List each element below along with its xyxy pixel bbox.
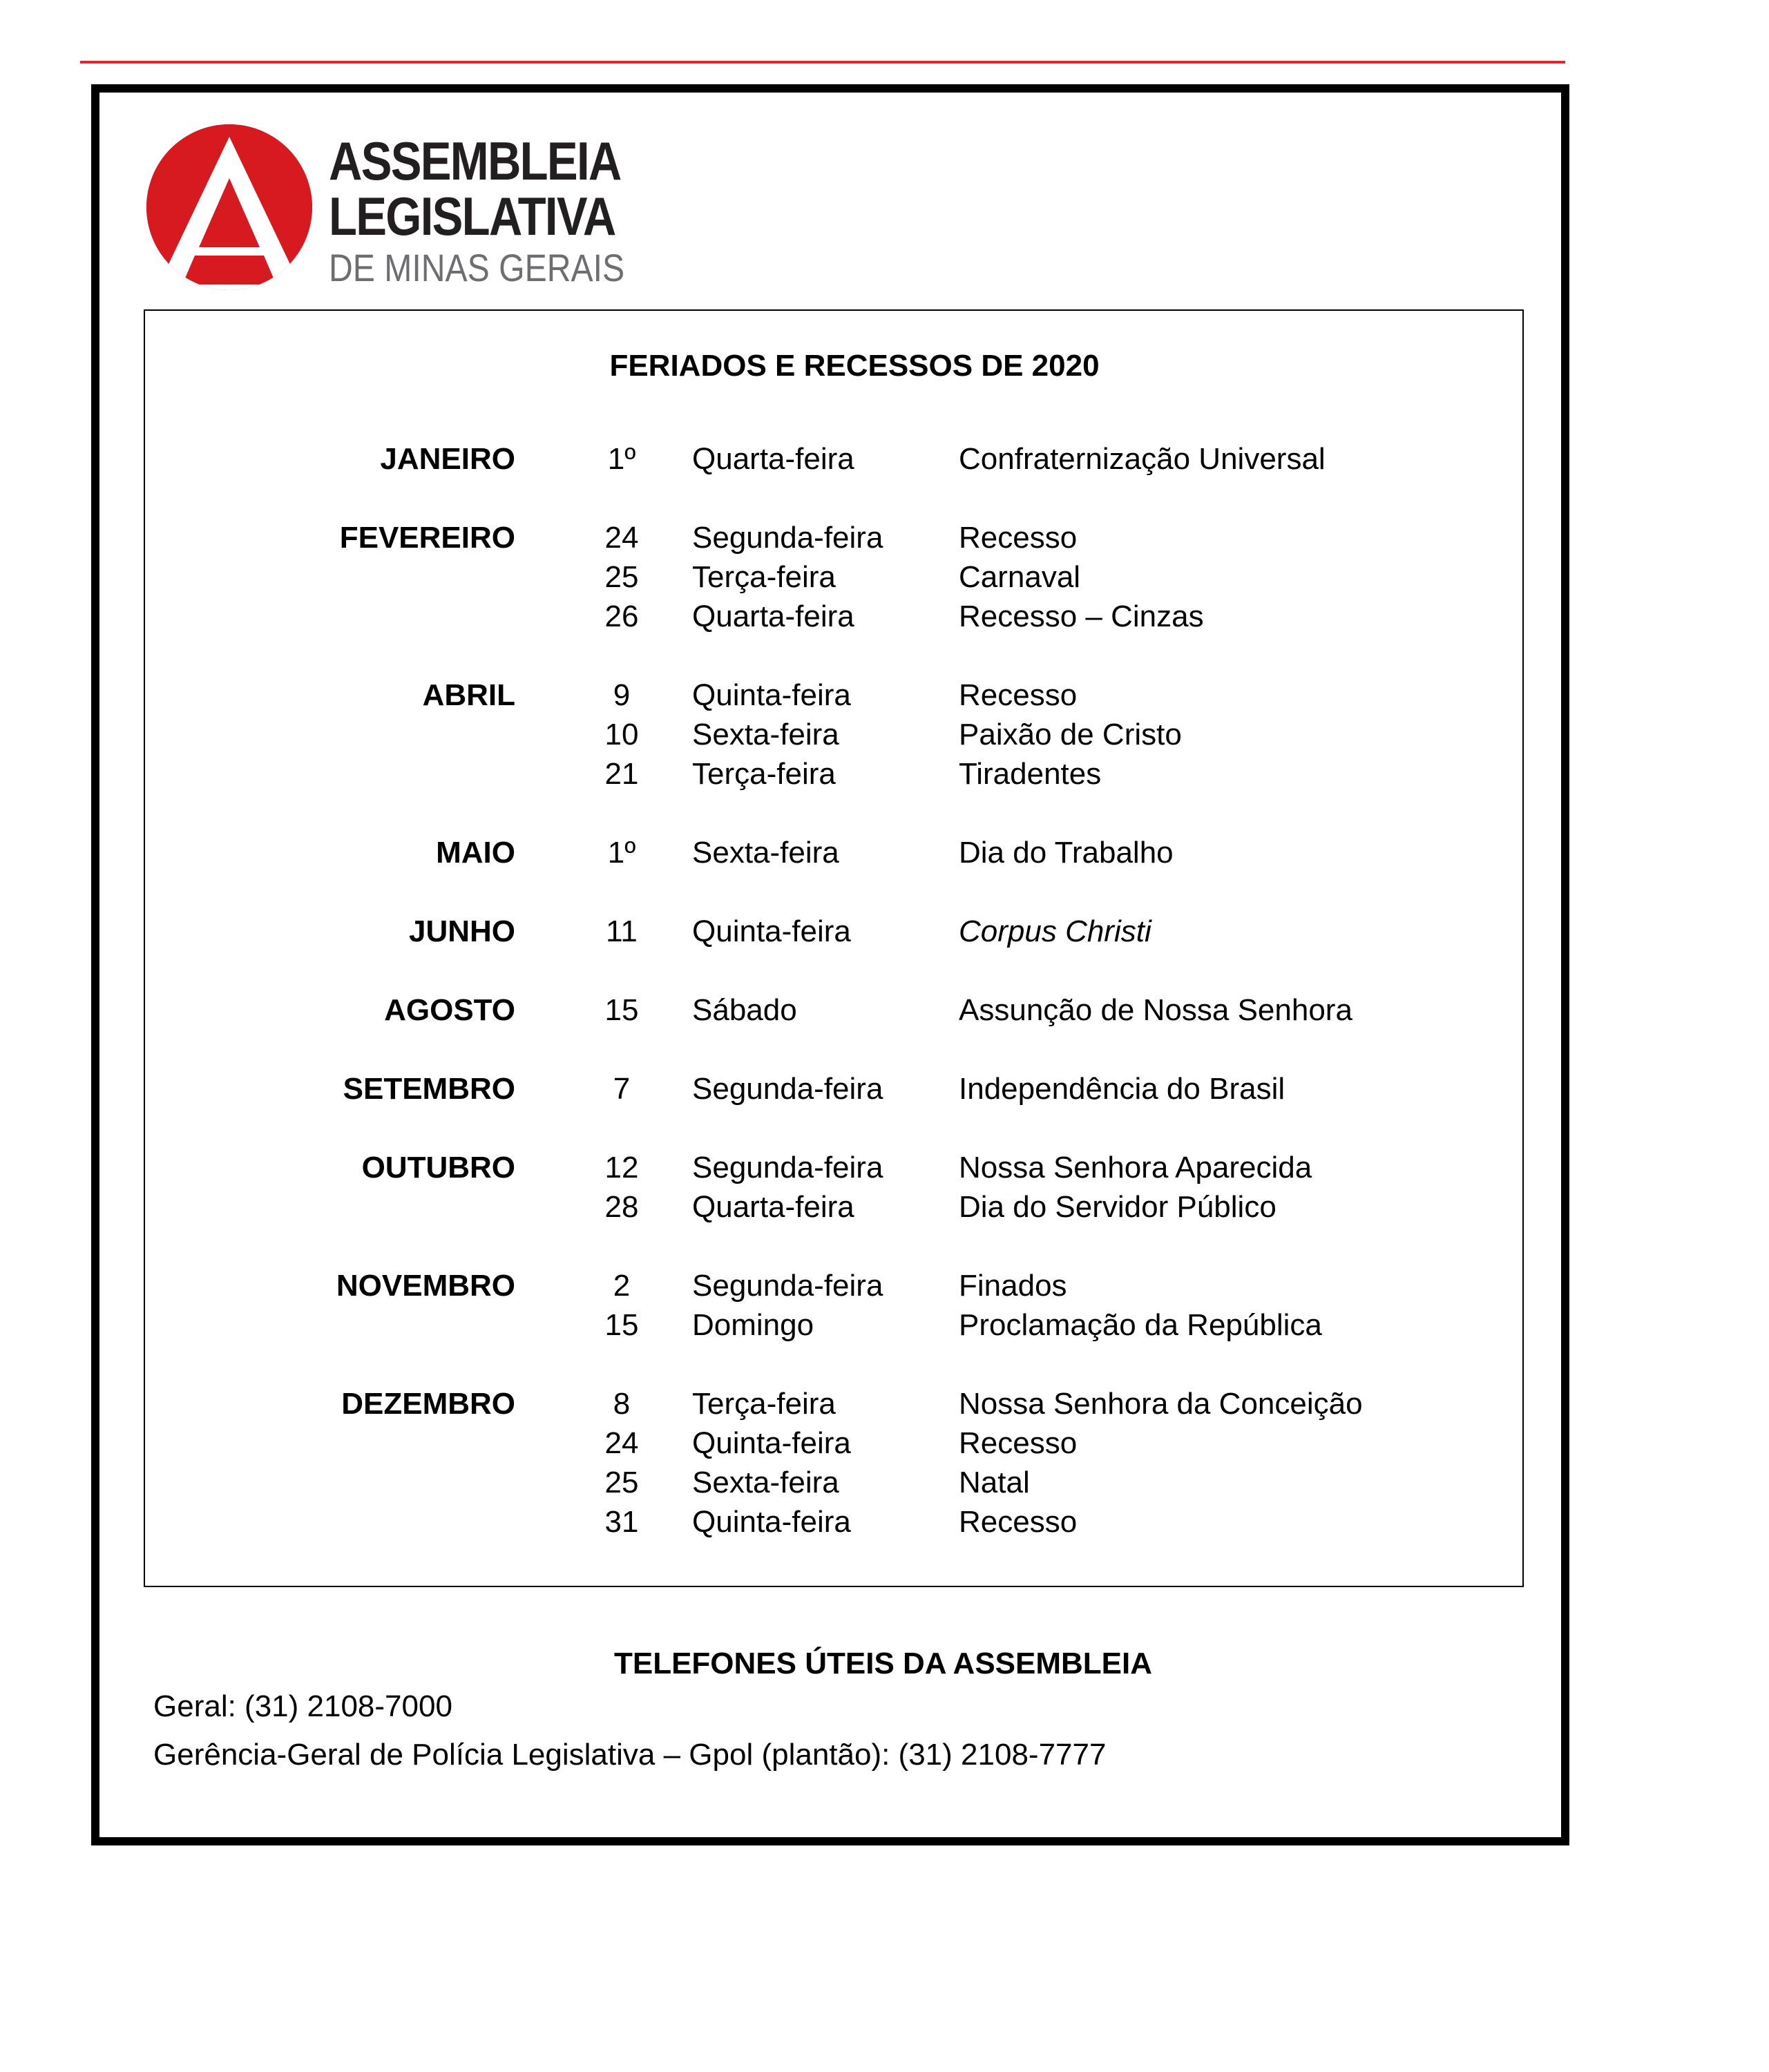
holiday-description: Tiradentes	[959, 757, 1102, 791]
logo-line-legislativa: LEGISLATIVA	[329, 186, 615, 247]
holiday-day: 1º	[607, 442, 636, 476]
holiday-weekday: Domingo	[692, 1308, 814, 1342]
holiday-description: Paixão de Cristo	[959, 718, 1182, 751]
holiday-description: Corpus Christi	[959, 914, 1151, 948]
holiday-row	[145, 560, 1522, 599]
holiday-weekday: Segunda-feira	[692, 1151, 883, 1184]
holiday-row	[145, 1190, 1522, 1229]
holiday-row	[145, 678, 1522, 718]
holiday-day: 10	[604, 718, 639, 751]
holiday-weekday: Sexta-feira	[692, 836, 839, 870]
holiday-description: Independência do Brasil	[959, 1072, 1285, 1106]
holiday-day: 25	[604, 1466, 639, 1499]
holiday-weekday: Terça-feira	[692, 560, 836, 594]
holidays-box	[144, 309, 1524, 1587]
holiday-day: 15	[604, 1308, 639, 1342]
holiday-day: 25	[604, 560, 639, 594]
holiday-day: 21	[604, 757, 639, 791]
holiday-weekday: Quarta-feira	[692, 1190, 854, 1224]
holiday-day: 11	[606, 914, 638, 948]
holiday-row	[145, 1505, 1522, 1544]
holiday-weekday: Sexta-feira	[692, 1466, 839, 1499]
holiday-row	[145, 914, 1522, 954]
holiday-weekday: Terça-feira	[692, 1387, 836, 1421]
holiday-month: ABRIL	[422, 678, 515, 712]
holiday-row	[145, 836, 1522, 875]
holiday-row	[145, 1387, 1522, 1426]
phones-title: TELEFONES ÚTEIS DA ASSEMBLEIA	[613, 1647, 1153, 1680]
holiday-day: 26	[604, 599, 639, 633]
holiday-description: Nossa Senhora da Conceição	[959, 1387, 1363, 1421]
holiday-description: Recesso	[959, 521, 1078, 555]
holiday-description: Finados	[959, 1269, 1067, 1303]
holiday-row	[145, 1151, 1522, 1190]
holiday-description: Recesso	[959, 1505, 1078, 1539]
holiday-weekday: Segunda-feira	[692, 521, 883, 555]
holiday-day: 31	[604, 1505, 639, 1539]
holiday-weekday: Quinta-feira	[692, 914, 851, 948]
holiday-row	[145, 1308, 1522, 1347]
holiday-description: Dia do Servidor Público	[959, 1190, 1276, 1224]
holiday-day: 15	[604, 993, 639, 1027]
holiday-row	[145, 1426, 1522, 1466]
holiday-month: JANEIRO	[380, 442, 515, 476]
holiday-description: Recesso	[959, 1426, 1078, 1460]
holiday-weekday: Quinta-feira	[692, 1505, 851, 1539]
holiday-weekday: Quarta-feira	[692, 442, 854, 476]
holiday-day: 2	[613, 1269, 631, 1303]
holiday-row	[145, 757, 1522, 796]
holiday-day: 9	[613, 678, 631, 712]
holiday-weekday: Quinta-feira	[692, 678, 851, 712]
holiday-weekday: Sexta-feira	[692, 718, 839, 751]
holidays-table	[145, 442, 1522, 1544]
holiday-description: Dia do Trabalho	[959, 836, 1174, 870]
holiday-weekday: Terça-feira	[692, 757, 836, 791]
holiday-weekday: Sábado	[692, 993, 797, 1027]
holiday-row	[145, 442, 1522, 481]
holiday-weekday: Segunda-feira	[692, 1269, 883, 1303]
holiday-month: JUNHO	[408, 914, 515, 948]
logo-line-assembleia: ASSEMBLEIA	[329, 131, 621, 191]
holiday-month: MAIO	[436, 836, 515, 870]
holiday-description: Proclamação da República	[959, 1308, 1322, 1342]
holiday-description: Recesso – Cinzas	[959, 599, 1204, 633]
holiday-row	[145, 1269, 1522, 1308]
holiday-row	[145, 599, 1522, 639]
holiday-description: Recesso	[959, 678, 1078, 712]
holiday-day: 24	[604, 1426, 639, 1460]
holiday-weekday: Quinta-feira	[692, 1426, 851, 1460]
holiday-day: 12	[604, 1151, 639, 1184]
logo-wordmark	[329, 131, 673, 289]
holiday-row	[145, 718, 1522, 757]
holiday-row	[145, 993, 1522, 1033]
holiday-month: SETEMBRO	[343, 1072, 515, 1106]
holiday-description: Carnaval	[959, 560, 1081, 594]
holiday-month: FEVEREIRO	[339, 521, 515, 555]
holiday-month: DEZEMBRO	[341, 1387, 515, 1421]
logo-line-minas-gerais: DE MINAS GERAIS	[329, 246, 625, 289]
holiday-day: 1º	[607, 836, 636, 870]
top-red-rule	[80, 61, 1565, 64]
holiday-row	[145, 1466, 1522, 1505]
holiday-day: 24	[604, 521, 639, 555]
holiday-month: NOVEMBRO	[336, 1269, 515, 1303]
assembly-logo	[145, 124, 625, 297]
holiday-weekday: Quarta-feira	[692, 599, 854, 633]
holidays-title: FERIADOS E RECESSOS DE 2020	[609, 349, 1100, 383]
phone-general: Geral: (31) 2108-7000	[153, 1689, 452, 1723]
holiday-weekday: Segunda-feira	[692, 1072, 883, 1106]
red-circle-triangle-logo-icon	[145, 124, 314, 290]
holiday-row	[145, 1072, 1522, 1111]
holiday-description: Nossa Senhora Aparecida	[959, 1151, 1312, 1184]
holiday-day: 8	[613, 1387, 631, 1421]
holiday-month: AGOSTO	[384, 993, 515, 1027]
holiday-day: 7	[613, 1072, 631, 1106]
phone-police: Gerência-Geral de Polícia Legislativa – Gpol (plantão): (31) 2108-7777	[153, 1738, 1107, 1772]
holiday-description: Confraternização Universal	[959, 442, 1326, 476]
holiday-month: OUTUBRO	[361, 1151, 515, 1184]
holiday-day: 28	[604, 1190, 639, 1224]
holiday-description: Assunção de Nossa Senhora	[959, 993, 1352, 1027]
holiday-row	[145, 521, 1522, 560]
holiday-description: Natal	[959, 1466, 1030, 1499]
